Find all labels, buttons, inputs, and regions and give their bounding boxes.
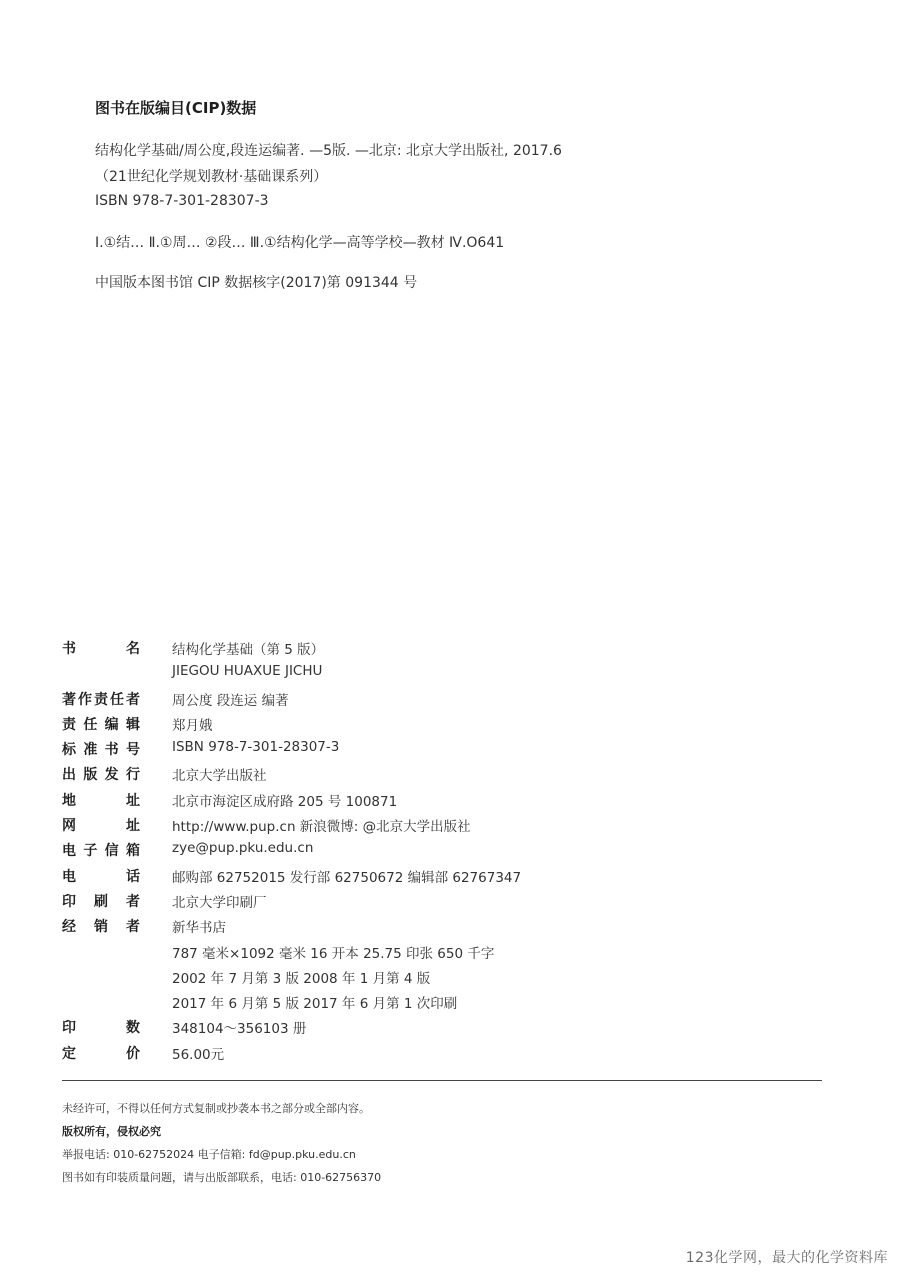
info-label: 著 作 责 任 者 — [62, 691, 140, 708]
info-label: 印 数 — [62, 1020, 140, 1037]
info-label: 电 话 — [62, 868, 140, 885]
info-value: 2017 年 6 月第 5 版 2017 年 6 月第 1 次印刷 — [172, 996, 458, 1013]
info-value: zye@pup.pku.edu.cn — [172, 840, 314, 857]
cip-isbn-line: ISBN 978-7-301-28307-3 — [95, 193, 269, 209]
info-value: 北京大学印刷厂 — [172, 894, 267, 911]
copyright-notice: 未经许可，不得以任何方式复制或抄袭本书之部分或全部内容。 — [62, 1102, 370, 1115]
divider-rule — [62, 1080, 822, 1081]
info-label: 网 址 — [62, 818, 140, 835]
info-value: 结构化学基础（第 5 版） — [172, 642, 325, 658]
info-value: 56.00元 — [172, 1046, 225, 1063]
cip-subject-line: Ⅰ.①结… Ⅱ.①周… ②段… Ⅲ.①结构化学—高等学校—教材 Ⅳ.O641 — [95, 235, 505, 251]
cip-series-line: （21世纪化学规划教材·基础课系列） — [95, 169, 328, 185]
info-label: 地 址 — [62, 792, 140, 809]
info-label: 标 准 书 号 — [62, 742, 140, 759]
info-label: 印 刷 者 — [62, 893, 140, 910]
info-value: 2002 年 7 月第 3 版 2008 年 1 月第 4 版 — [172, 970, 431, 987]
cip-entry-line: 结构化学基础/周公度,段连运编著. —5版. —北京: 北京大学出版社, 2017.6 — [95, 143, 562, 159]
info-value: 北京市海淀区成府路 205 号 100871 — [172, 793, 398, 810]
rights-reserved: 版权所有，侵权必究 — [62, 1125, 161, 1138]
info-value: 北京大学出版社 — [172, 768, 267, 785]
info-value: 新华书店 — [172, 920, 226, 937]
info-label: 责 任 编 辑 — [62, 716, 140, 733]
info-label: 定 价 — [62, 1045, 140, 1062]
info-label: 出 版 发 行 — [62, 767, 140, 784]
info-value: JIEGOU HUAXUE JICHU — [172, 663, 323, 680]
info-label: 书 名 — [62, 641, 140, 657]
info-value: 邮购部 62752015 发行部 62750672 编辑部 62767347 — [172, 869, 522, 886]
info-label: 电 子 信 箱 — [62, 843, 140, 860]
info-value: 周公度 段连运 编著 — [172, 692, 289, 709]
cip-title: 图书在版编目(CIP)数据 — [95, 99, 257, 117]
cip-record-number: 中国版本图书馆 CIP 数据核字(2017)第 091344 号 — [95, 275, 418, 291]
report-contact: 举报电话: 010-62752024 电子信箱: fd@pup.pku.edu.cn — [62, 1148, 356, 1161]
info-value: http://www.pup.cn 新浪微博: @北京大学出版社 — [172, 819, 471, 836]
watermark: 123化学网，最大的化学资料库 — [685, 1250, 888, 1266]
info-value: 郑月娥 — [172, 717, 213, 734]
info-label: 经 销 者 — [62, 919, 140, 936]
quality-contact: 图书如有印装质量问题，请与出版部联系，电话: 010-62756370 — [62, 1171, 382, 1184]
info-value: 787 毫米×1092 毫米 16 开本 25.75 印张 650 千字 — [172, 945, 495, 962]
info-value: 348104～356103 册 — [172, 1021, 307, 1038]
info-value: ISBN 978-7-301-28307-3 — [172, 739, 340, 756]
